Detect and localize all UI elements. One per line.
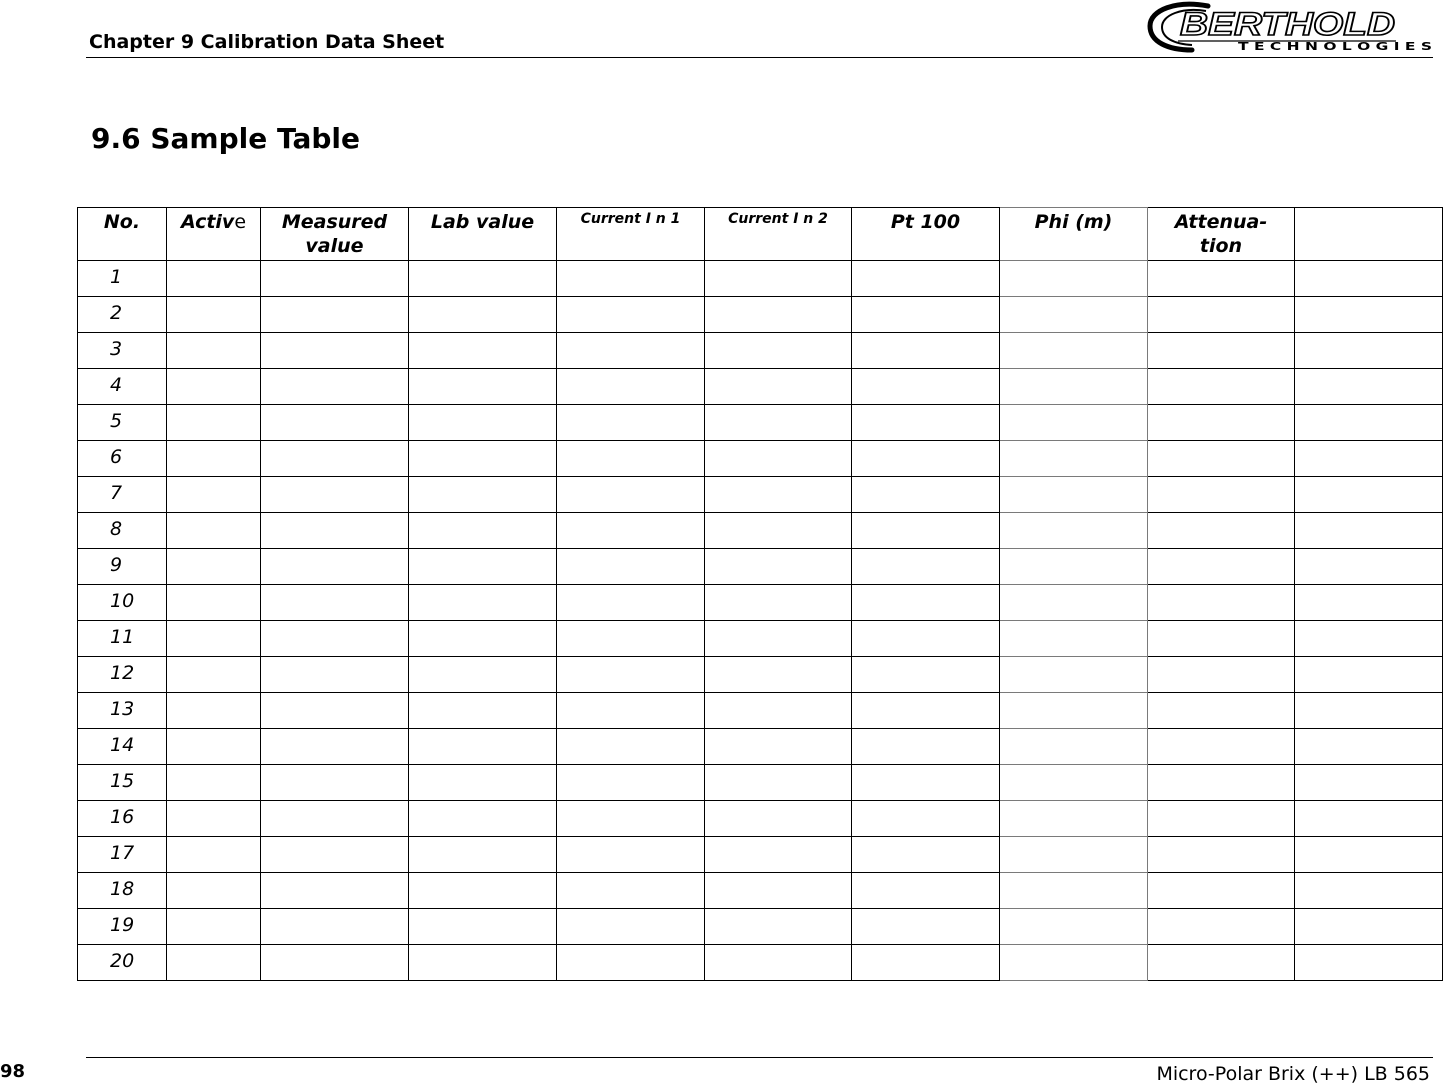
- header-divider: [86, 57, 1433, 58]
- empty-cell: [1148, 945, 1295, 981]
- row-number-cell: 4: [78, 369, 167, 405]
- berthold-logo: [1146, 0, 1436, 56]
- empty-cell: [852, 477, 1000, 513]
- empty-cell: [1148, 261, 1295, 297]
- empty-cell: [261, 693, 409, 729]
- empty-cell: [705, 585, 852, 621]
- empty-cell: [1148, 729, 1295, 765]
- empty-cell: [1148, 873, 1295, 909]
- empty-cell: [409, 477, 557, 513]
- empty-cell: [261, 369, 409, 405]
- empty-cell: [1295, 297, 1443, 333]
- empty-cell: [167, 261, 261, 297]
- table-row: [78, 405, 1443, 441]
- empty-cell: [1295, 873, 1443, 909]
- empty-cell: [1295, 441, 1443, 477]
- row-number-cell: 18: [78, 873, 167, 909]
- empty-cell: [261, 765, 409, 801]
- row-number-cell: 17: [78, 837, 167, 873]
- empty-cell: [852, 873, 1000, 909]
- empty-cell: [705, 333, 852, 369]
- empty-cell: [261, 549, 409, 585]
- table-row: [78, 513, 1443, 549]
- empty-cell: [1295, 585, 1443, 621]
- empty-cell: [1000, 441, 1148, 477]
- row-number-cell: 16: [78, 801, 167, 837]
- row-number-cell: 3: [78, 333, 167, 369]
- empty-cell: [1000, 585, 1148, 621]
- row-number-cell: 13: [78, 693, 167, 729]
- empty-cell: [1000, 621, 1148, 657]
- empty-cell: [261, 441, 409, 477]
- empty-cell: [852, 369, 1000, 405]
- header-pt100: Pt 100: [852, 208, 1000, 261]
- empty-cell: [261, 333, 409, 369]
- empty-cell: [705, 765, 852, 801]
- row-number-cell: 6: [78, 441, 167, 477]
- empty-cell: [705, 801, 852, 837]
- empty-cell: [1295, 765, 1443, 801]
- empty-cell: [1295, 405, 1443, 441]
- table-row: [78, 801, 1443, 837]
- empty-cell: [852, 909, 1000, 945]
- empty-cell: [852, 297, 1000, 333]
- header-active-tail: e: [234, 211, 247, 233]
- empty-cell: [1295, 693, 1443, 729]
- empty-cell: [409, 837, 557, 873]
- empty-cell: [409, 369, 557, 405]
- empty-cell: [557, 909, 705, 945]
- row-number-cell: 1: [78, 261, 167, 297]
- empty-cell: [557, 945, 705, 981]
- empty-cell: [852, 945, 1000, 981]
- empty-cell: [409, 585, 557, 621]
- empty-cell: [557, 549, 705, 585]
- empty-cell: [557, 297, 705, 333]
- empty-cell: [1000, 801, 1148, 837]
- row-number-cell: 9: [78, 549, 167, 585]
- empty-cell: [1148, 621, 1295, 657]
- empty-cell: [409, 801, 557, 837]
- empty-cell: [557, 369, 705, 405]
- header-active: [167, 208, 261, 261]
- empty-cell: [852, 585, 1000, 621]
- empty-cell: [557, 333, 705, 369]
- empty-cell: [1295, 621, 1443, 657]
- empty-cell: [1295, 513, 1443, 549]
- row-number-cell: 7: [78, 477, 167, 513]
- row-number-cell: 14: [78, 729, 167, 765]
- page-number: 98: [0, 1061, 26, 1082]
- empty-cell: [167, 729, 261, 765]
- empty-cell: [557, 657, 705, 693]
- empty-cell: [409, 693, 557, 729]
- empty-cell: [167, 801, 261, 837]
- header-attenuation: [1148, 208, 1295, 261]
- empty-cell: [1295, 369, 1443, 405]
- empty-cell: [409, 405, 557, 441]
- empty-cell: [705, 441, 852, 477]
- empty-cell: [1000, 405, 1148, 441]
- empty-cell: [261, 873, 409, 909]
- empty-cell: [705, 549, 852, 585]
- empty-cell: [557, 873, 705, 909]
- table-row: [78, 621, 1443, 657]
- table-row: [78, 261, 1443, 297]
- empty-cell: [409, 441, 557, 477]
- empty-cell: [167, 945, 261, 981]
- empty-cell: [409, 909, 557, 945]
- empty-cell: [409, 765, 557, 801]
- header-phi: Phi (m): [1000, 208, 1148, 261]
- empty-cell: [1000, 549, 1148, 585]
- empty-cell: [1148, 801, 1295, 837]
- empty-cell: [852, 837, 1000, 873]
- empty-cell: [705, 621, 852, 657]
- empty-cell: [1148, 909, 1295, 945]
- empty-cell: [1000, 513, 1148, 549]
- table-row: [78, 837, 1443, 873]
- table-row: [78, 873, 1443, 909]
- table-row: [78, 585, 1443, 621]
- empty-cell: [705, 261, 852, 297]
- header-blank: [1295, 208, 1443, 261]
- empty-cell: [409, 945, 557, 981]
- empty-cell: [852, 261, 1000, 297]
- empty-cell: [1295, 801, 1443, 837]
- empty-cell: [261, 261, 409, 297]
- empty-cell: [167, 693, 261, 729]
- empty-cell: [409, 729, 557, 765]
- row-number-cell: 11: [78, 621, 167, 657]
- empty-cell: [167, 909, 261, 945]
- empty-cell: [852, 801, 1000, 837]
- empty-cell: [557, 477, 705, 513]
- header-measured-line1: Measured: [281, 211, 388, 233]
- document-name: Micro-Polar Brix (++) LB 565: [1156, 1063, 1430, 1085]
- empty-cell: [409, 549, 557, 585]
- empty-cell: [705, 297, 852, 333]
- empty-cell: [1148, 513, 1295, 549]
- empty-cell: [705, 909, 852, 945]
- empty-cell: [1000, 261, 1148, 297]
- empty-cell: [557, 261, 705, 297]
- empty-cell: [1000, 765, 1148, 801]
- empty-cell: [557, 765, 705, 801]
- empty-cell: [1148, 333, 1295, 369]
- empty-cell: [705, 945, 852, 981]
- empty-cell: [1000, 333, 1148, 369]
- table-row: [78, 441, 1443, 477]
- table-row: [78, 765, 1443, 801]
- empty-cell: [557, 837, 705, 873]
- empty-cell: [261, 405, 409, 441]
- table-row: [78, 657, 1443, 693]
- header-attenuation-line2: tion: [1199, 235, 1243, 257]
- table-row: [78, 909, 1443, 945]
- empty-cell: [1000, 873, 1148, 909]
- empty-cell: [1295, 837, 1443, 873]
- empty-cell: [1148, 765, 1295, 801]
- table-body: [78, 261, 1443, 981]
- table-row: [78, 693, 1443, 729]
- row-number-cell: 15: [78, 765, 167, 801]
- empty-cell: [261, 945, 409, 981]
- empty-cell: [1148, 369, 1295, 405]
- logo-subtext: T E C H N O L O G I E S: [1238, 40, 1433, 53]
- empty-cell: [705, 837, 852, 873]
- empty-cell: [261, 477, 409, 513]
- empty-cell: [557, 729, 705, 765]
- chapter-title: Chapter 9 Calibration Data Sheet: [89, 31, 445, 53]
- empty-cell: [409, 873, 557, 909]
- empty-cell: [261, 513, 409, 549]
- table-row: [78, 369, 1443, 405]
- empty-cell: [409, 261, 557, 297]
- header-current-in-1: Current I n 1: [557, 208, 705, 261]
- table-row: [78, 333, 1443, 369]
- header-attenuation-line1: Attenua-: [1174, 211, 1268, 233]
- empty-cell: [167, 441, 261, 477]
- empty-cell: [261, 909, 409, 945]
- empty-cell: [1000, 297, 1148, 333]
- empty-cell: [705, 729, 852, 765]
- empty-cell: [167, 369, 261, 405]
- empty-cell: [1295, 333, 1443, 369]
- empty-cell: [1000, 909, 1148, 945]
- empty-cell: [167, 837, 261, 873]
- empty-cell: [1148, 585, 1295, 621]
- empty-cell: [261, 657, 409, 693]
- empty-cell: [852, 657, 1000, 693]
- empty-cell: [557, 513, 705, 549]
- section-title: 9.6 Sample Table: [91, 122, 360, 155]
- empty-cell: [261, 585, 409, 621]
- footer-divider: [86, 1057, 1433, 1058]
- header-active-main: Activ: [180, 211, 235, 233]
- empty-cell: [705, 477, 852, 513]
- empty-cell: [1295, 909, 1443, 945]
- row-number-cell: 2: [78, 297, 167, 333]
- empty-cell: [1000, 477, 1148, 513]
- empty-cell: [705, 513, 852, 549]
- empty-cell: [1000, 657, 1148, 693]
- header-measured-line2: value: [305, 235, 364, 257]
- empty-cell: [261, 801, 409, 837]
- header-lab-value: Lab value: [409, 208, 557, 261]
- empty-cell: [409, 621, 557, 657]
- empty-cell: [167, 621, 261, 657]
- empty-cell: [1148, 693, 1295, 729]
- sample-table: [77, 207, 1443, 981]
- empty-cell: [1000, 837, 1148, 873]
- empty-cell: [557, 441, 705, 477]
- empty-cell: [1295, 729, 1443, 765]
- empty-cell: [167, 585, 261, 621]
- empty-cell: [1148, 477, 1295, 513]
- empty-cell: [261, 297, 409, 333]
- empty-cell: [705, 405, 852, 441]
- empty-cell: [167, 657, 261, 693]
- empty-cell: [852, 549, 1000, 585]
- empty-cell: [852, 621, 1000, 657]
- table-row: [78, 549, 1443, 585]
- header-measured-value: [261, 208, 409, 261]
- row-number-cell: 12: [78, 657, 167, 693]
- table-header-row: [78, 208, 1443, 261]
- empty-cell: [705, 369, 852, 405]
- empty-cell: [1000, 693, 1148, 729]
- empty-cell: [1000, 729, 1148, 765]
- empty-cell: [261, 837, 409, 873]
- row-number-cell: 10: [78, 585, 167, 621]
- table-row: [78, 297, 1443, 333]
- empty-cell: [705, 693, 852, 729]
- empty-cell: [167, 477, 261, 513]
- empty-cell: [1295, 261, 1443, 297]
- empty-cell: [852, 693, 1000, 729]
- empty-cell: [852, 513, 1000, 549]
- empty-cell: [167, 549, 261, 585]
- empty-cell: [1295, 657, 1443, 693]
- empty-cell: [1148, 297, 1295, 333]
- empty-cell: [557, 585, 705, 621]
- empty-cell: [167, 873, 261, 909]
- empty-cell: [167, 405, 261, 441]
- empty-cell: [1000, 945, 1148, 981]
- empty-cell: [1148, 441, 1295, 477]
- empty-cell: [852, 441, 1000, 477]
- empty-cell: [409, 657, 557, 693]
- empty-cell: [409, 513, 557, 549]
- empty-cell: [409, 333, 557, 369]
- empty-cell: [557, 693, 705, 729]
- table-row: [78, 729, 1443, 765]
- row-number-cell: 19: [78, 909, 167, 945]
- empty-cell: [557, 621, 705, 657]
- empty-cell: [1295, 549, 1443, 585]
- empty-cell: [261, 729, 409, 765]
- empty-cell: [852, 729, 1000, 765]
- empty-cell: [1295, 945, 1443, 981]
- empty-cell: [1148, 405, 1295, 441]
- empty-cell: [409, 297, 557, 333]
- empty-cell: [261, 621, 409, 657]
- row-number-cell: 5: [78, 405, 167, 441]
- table-row: [78, 945, 1443, 981]
- empty-cell: [557, 801, 705, 837]
- empty-cell: [705, 873, 852, 909]
- empty-cell: [705, 657, 852, 693]
- empty-cell: [852, 765, 1000, 801]
- header-current-in-2: Current I n 2: [705, 208, 852, 261]
- logo-wordmark: BERTHOLD: [1180, 6, 1395, 42]
- row-number-cell: 20: [78, 945, 167, 981]
- table-row: [78, 477, 1443, 513]
- row-number-cell: 8: [78, 513, 167, 549]
- empty-cell: [167, 765, 261, 801]
- empty-cell: [852, 333, 1000, 369]
- empty-cell: [852, 405, 1000, 441]
- empty-cell: [1148, 657, 1295, 693]
- empty-cell: [167, 513, 261, 549]
- header-no: No.: [78, 208, 167, 261]
- empty-cell: [557, 405, 705, 441]
- empty-cell: [167, 297, 261, 333]
- empty-cell: [1295, 477, 1443, 513]
- empty-cell: [1148, 837, 1295, 873]
- empty-cell: [1148, 549, 1295, 585]
- empty-cell: [167, 333, 261, 369]
- empty-cell: [1000, 369, 1148, 405]
